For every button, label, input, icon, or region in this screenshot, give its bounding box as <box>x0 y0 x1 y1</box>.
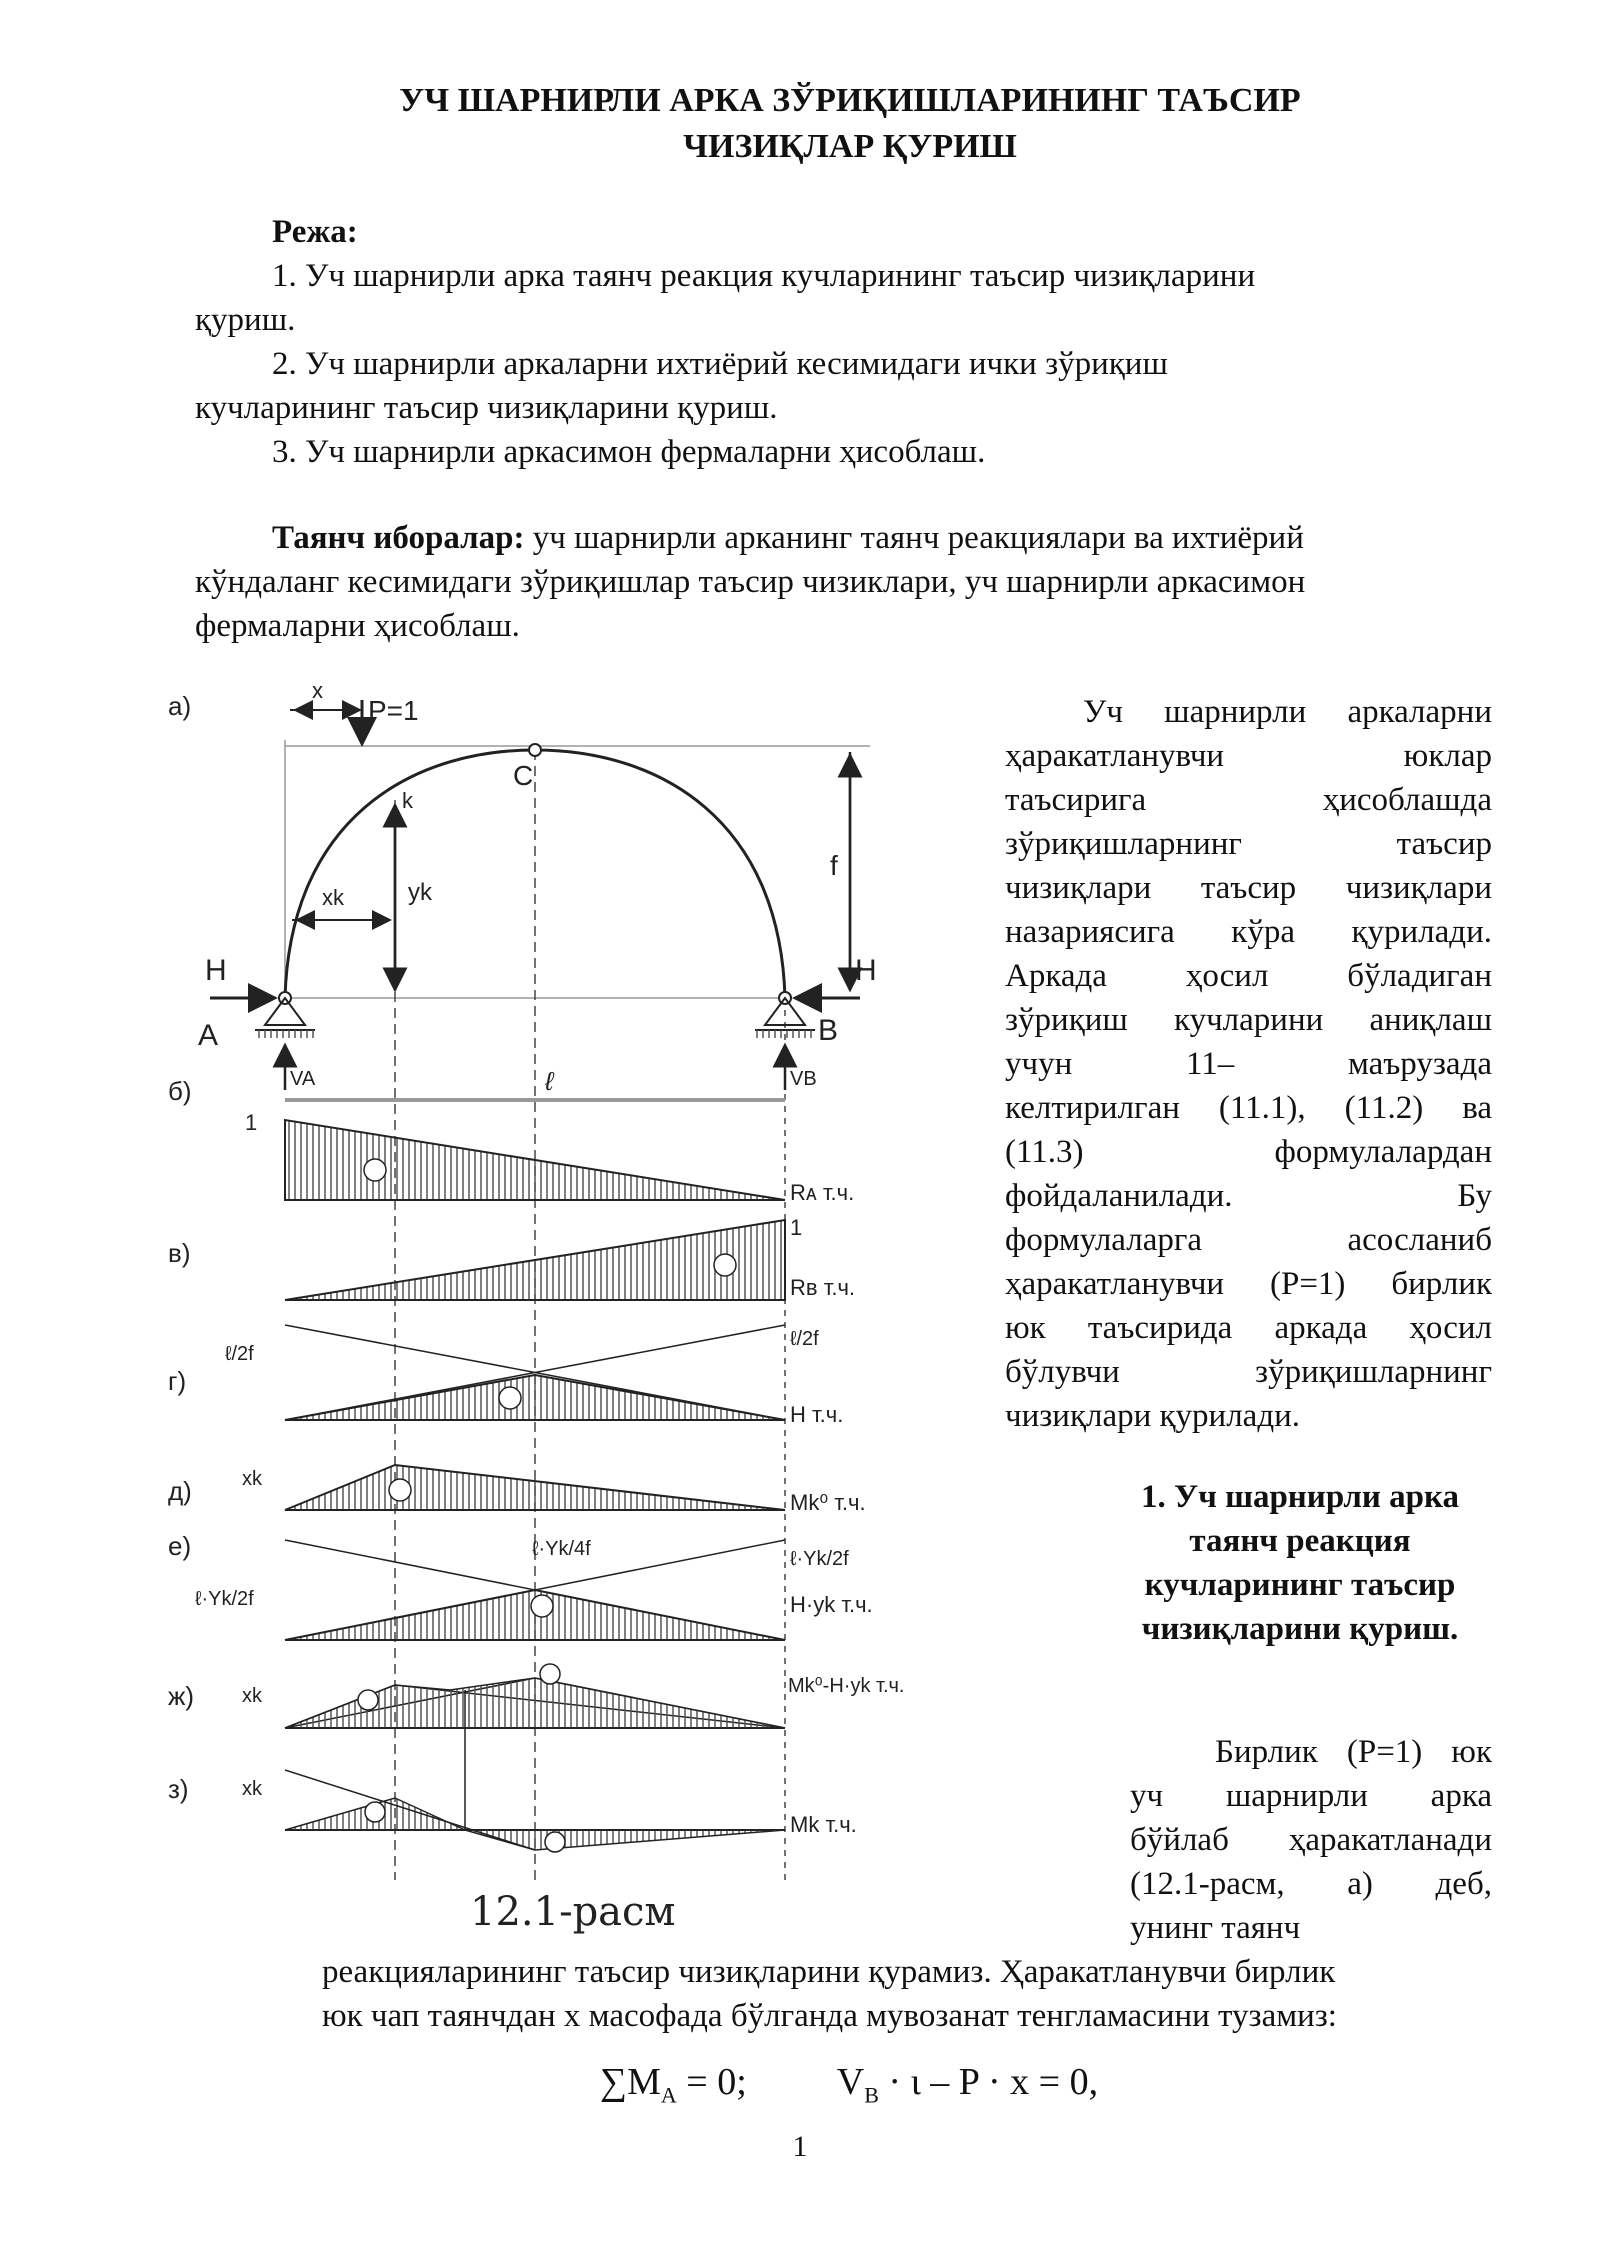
title-line-2: ЧИЗИҚЛАР ҚУРИШ <box>683 128 1017 165</box>
right-column-text <box>1005 690 1492 1438</box>
formula-vb: V <box>836 2061 865 2103</box>
plan-item-1b: қуриш. <box>195 302 296 338</box>
text-line: бўйлаб ҳаракатланади <box>1130 1822 1492 1858</box>
text-line: фойдаланилади. Бу <box>1005 1178 1492 1214</box>
plan-heading: Режа: <box>272 214 358 250</box>
label-mk: Mk т.ч. <box>790 1812 857 1837</box>
label-l2f-left: ℓ/2f <box>225 1343 254 1365</box>
label-a: а) <box>168 691 192 721</box>
right-column-text-2 <box>1130 1730 1492 1950</box>
label-b-support: B <box>818 1014 839 1047</box>
label-h-right: H <box>855 954 877 987</box>
formula-sub-a: A <box>660 2082 677 2108</box>
label-x: x <box>312 680 323 703</box>
influence-line-h <box>285 1325 785 1420</box>
label-c: C <box>513 760 534 791</box>
label-lyk4f: ℓ·Yk/4f <box>532 1538 591 1560</box>
label-hyk: H·yk т.ч. <box>790 1592 873 1617</box>
label-span-l: ℓ <box>545 1066 554 1096</box>
hinge-c <box>529 744 541 756</box>
label-h-left: H <box>205 954 227 987</box>
equilibrium-formula <box>600 2060 1098 2109</box>
label-mk0: Mk⁰ т.ч. <box>790 1490 866 1515</box>
label-ra: Rᴀ т.ч. <box>790 1180 855 1205</box>
text-line: (12.1-расм, а) деб, <box>1130 1866 1492 1902</box>
text-line: ҳаракатланувчи юклар <box>1005 738 1492 774</box>
formula-sum: ∑M <box>600 2061 661 2103</box>
title-line-1: УЧ ШАРНИРЛИ АРКА ЗЎРИҚИШЛАРИНИНГ ТАЪСИР <box>399 82 1301 119</box>
bottom-text-line-1: реакцияларининг таъсир чизиқларини қурамиз. Ҳаракатланувчи бирлик <box>322 1954 1336 1990</box>
label-b: б) <box>168 1076 192 1106</box>
label-z: з) <box>168 1774 189 1804</box>
plan-item-2b: кучларининг таъсир чизиқларини қуриш. <box>195 390 778 426</box>
text-line: зўриқиш кучларини аниқлаш <box>1005 1002 1492 1038</box>
keywords-text-a: уч шарнирли арканинг таянч реакциялари ва ихтиёрий <box>524 520 1304 556</box>
label-p: P=1 <box>368 695 419 726</box>
label-e: е) <box>168 1531 192 1561</box>
text-line: (11.3) формулалардан <box>1005 1134 1492 1170</box>
text-line: бўлувчи зўриқишларнинг <box>1005 1354 1492 1390</box>
text-line: чизиқлари қурилади. <box>1005 1398 1301 1434</box>
label-yk: yk <box>408 879 432 906</box>
text-line: таъсирига ҳисоблашда <box>1005 782 1492 818</box>
figure-caption: 12.1-расм <box>470 1889 676 1935</box>
influence-lines-figure <box>150 680 910 1940</box>
keywords-line-1 <box>272 516 1304 560</box>
label-xk-z: xk <box>242 1778 262 1800</box>
formula-rest: · ι – P · x = 0, <box>878 2061 1099 2103</box>
section-1-line-1: 1. Уч шарнирли арка <box>1141 1479 1459 1515</box>
text-line: чизиқлари таъсир чизиқлари <box>1005 870 1492 906</box>
text-line: зўриқишларнинг таъсир <box>1005 826 1492 862</box>
label-lyk2f-left: ℓ·Yk/2f <box>195 1588 254 1610</box>
text-line: келтирилган (11.1), (11.2) ва <box>1005 1090 1492 1126</box>
label-lyk2f-right: ℓ·Yk/2f <box>790 1548 849 1570</box>
label-l2f-right: ℓ/2f <box>790 1328 819 1350</box>
label-one-right: 1 <box>790 1215 803 1240</box>
text-line: Уч шарнирли аркаларни <box>1083 694 1492 730</box>
influence-line-ra <box>285 1120 785 1200</box>
text-line: формулаларга асосланиб <box>1005 1222 1492 1258</box>
label-xk: xk <box>322 885 344 910</box>
label-one-left: 1 <box>245 1110 258 1135</box>
text-line: назариясига кўра қурилади. <box>1005 914 1492 950</box>
formula-sub-b: B <box>864 2082 879 2108</box>
label-f: f <box>830 850 838 881</box>
label-a-support: A <box>198 1019 219 1052</box>
label-d: д) <box>168 1476 192 1506</box>
section-1-line-3: кучларининг таъсир <box>1144 1567 1456 1603</box>
keywords-line-3: фермаларни ҳисоблаш. <box>195 608 520 644</box>
text-line: ҳаракатланувчи (P=1) бирлик <box>1005 1266 1492 1302</box>
section-1-line-4: чизиқларини қуриш. <box>1141 1611 1459 1647</box>
label-g: г) <box>168 1366 187 1396</box>
label-k: k <box>402 788 413 813</box>
section-1-heading <box>1080 1475 1520 1651</box>
keywords-line-2: кўндаланг кесимидаги зўриқишлар таъсир чизиклари, уч шарнирли аркасимон <box>195 564 1306 600</box>
keywords-label: Таянч иборалар: <box>272 520 525 556</box>
label-h-tch: H т.ч. <box>790 1402 844 1427</box>
formula-eq1: = 0; <box>676 2061 747 2103</box>
section-1-line-2: таянч реакция <box>1189 1523 1411 1559</box>
text-line: учун 11– маърузада <box>1005 1046 1492 1082</box>
label-xk-zh: xk <box>242 1685 262 1707</box>
text-line: юк таъсирида аркада ҳосил <box>1005 1310 1492 1346</box>
text-line: уч шарнирли арка <box>1130 1778 1492 1814</box>
label-zh: ж) <box>168 1681 195 1711</box>
label-v: в) <box>168 1238 191 1268</box>
page-number: 1 <box>792 2130 808 2163</box>
plan-item-1a: 1. Уч шарнирли арка таянч реакция кучларининг таъсир чизиқларини <box>272 258 1256 294</box>
text-line: Аркада ҳосил бўладиган <box>1005 958 1492 994</box>
label-rb: Rв т.ч. <box>790 1275 856 1300</box>
plan-item-3: 3. Уч шарнирли аркасимон фермаларни ҳисоблаш. <box>272 434 986 470</box>
label-va: VA <box>290 1068 316 1090</box>
plan-item-2a: 2. Уч шарнирли аркаларни ихтиёрий кесимидаги ички зўриқиш <box>272 346 1168 382</box>
label-mk0-hyk: Mk⁰-H·yk т.ч. <box>788 1675 905 1697</box>
text-line: унинг таянч <box>1130 1910 1301 1946</box>
bottom-text-line-2: юк чап таянчдан x масофада бўлганда мувозанат тенгламасини тузамиз: <box>322 1998 1337 2034</box>
text-line: Бирлик (P=1) юк <box>1215 1734 1492 1770</box>
label-vb: VB <box>790 1068 817 1090</box>
label-xk-d: xk <box>242 1468 262 1490</box>
